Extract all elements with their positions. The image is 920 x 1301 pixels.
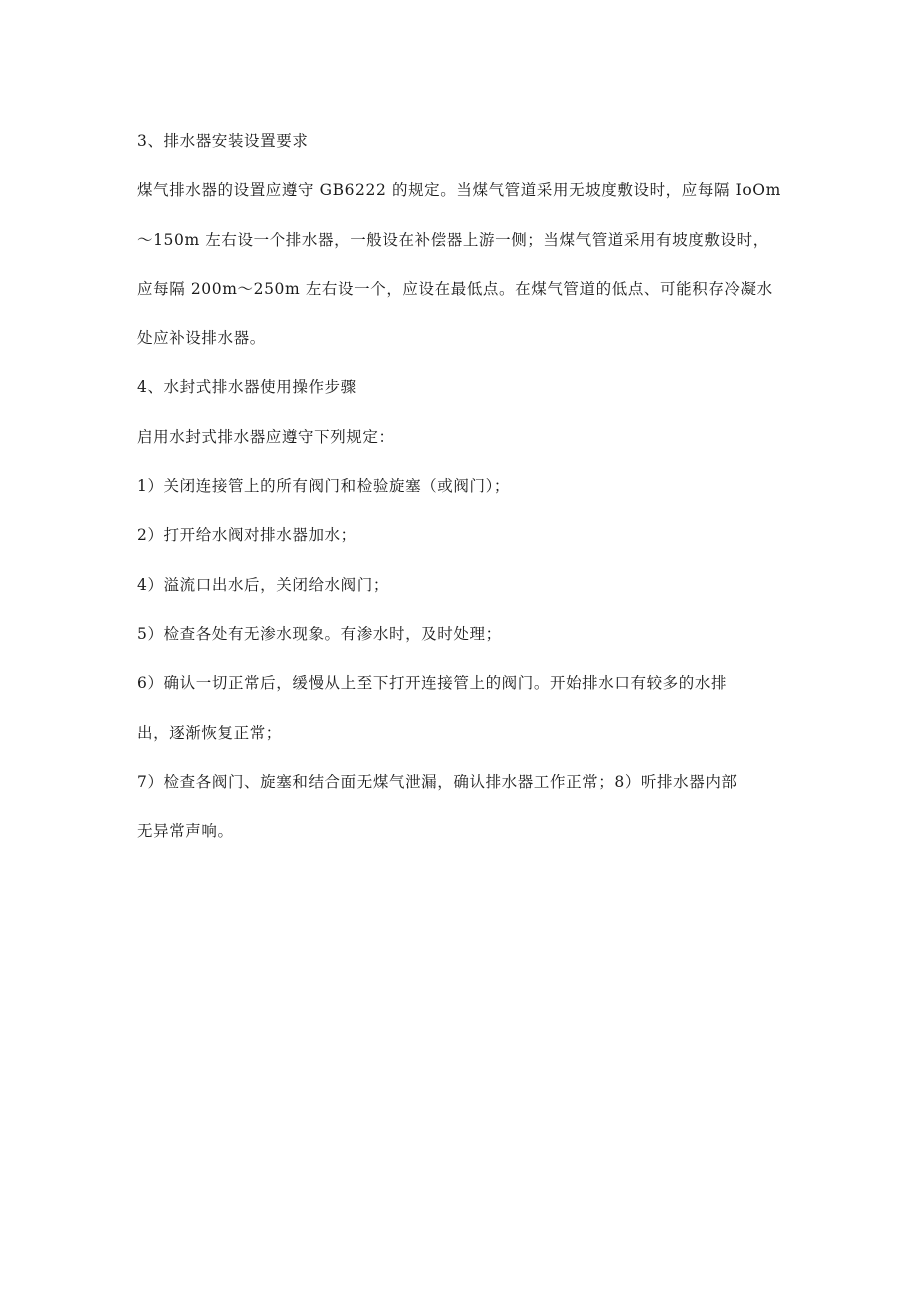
paragraph-line: 煤气排水器的设置应遵守 GB6222 的规定。当煤气管道采用无坡度敷设时，应每隔 IoOm <box>137 181 781 200</box>
section-heading-3: 3、排水器安装设置要求 <box>137 132 309 150</box>
list-item-2: 2）打开给水阀对排水器加水； <box>137 526 357 545</box>
paragraph-line: 处应补设排水器。 <box>137 329 266 348</box>
section-heading-4: 4、水封式排水器使用操作步骤 <box>137 378 357 397</box>
paragraph-line: 启用水封式排水器应遵守下列规定： <box>137 427 395 446</box>
document-body <box>137 131 817 870</box>
list-item-4: 4）溢流口出水后，关闭给水阀门； <box>137 575 389 594</box>
list-item-7-continued: 无异常声响。 <box>137 822 234 841</box>
list-item-5: 5）检查各处有无渗水现象。有渗水时，及时处理； <box>137 624 502 643</box>
list-item-6: 6）确认一切正常后，缓慢从上至下打开连接管上的阀门。开始排水口有较多的水排 <box>137 674 728 693</box>
list-item-6-continued: 出，逐渐恢复正常； <box>137 723 282 742</box>
list-item-1: 1）关闭连接管上的所有阀门和检验旋塞（或阀门）； <box>137 477 511 496</box>
paragraph-line: ～150m 左右设一个排水器，一般设在补偿器上游一侧；当煤气管道采用有坡度敷设时， <box>137 230 769 249</box>
paragraph-line: 应每隔 200m～250m 左右设一个，应设在最低点。在煤气管道的低点、可能积存冷凝水 <box>137 279 773 298</box>
list-item-7: 7）检查各阀门、旋塞和结合面无煤气泄漏，确认排水器工作正常；8）听排水器内部 <box>137 772 738 791</box>
